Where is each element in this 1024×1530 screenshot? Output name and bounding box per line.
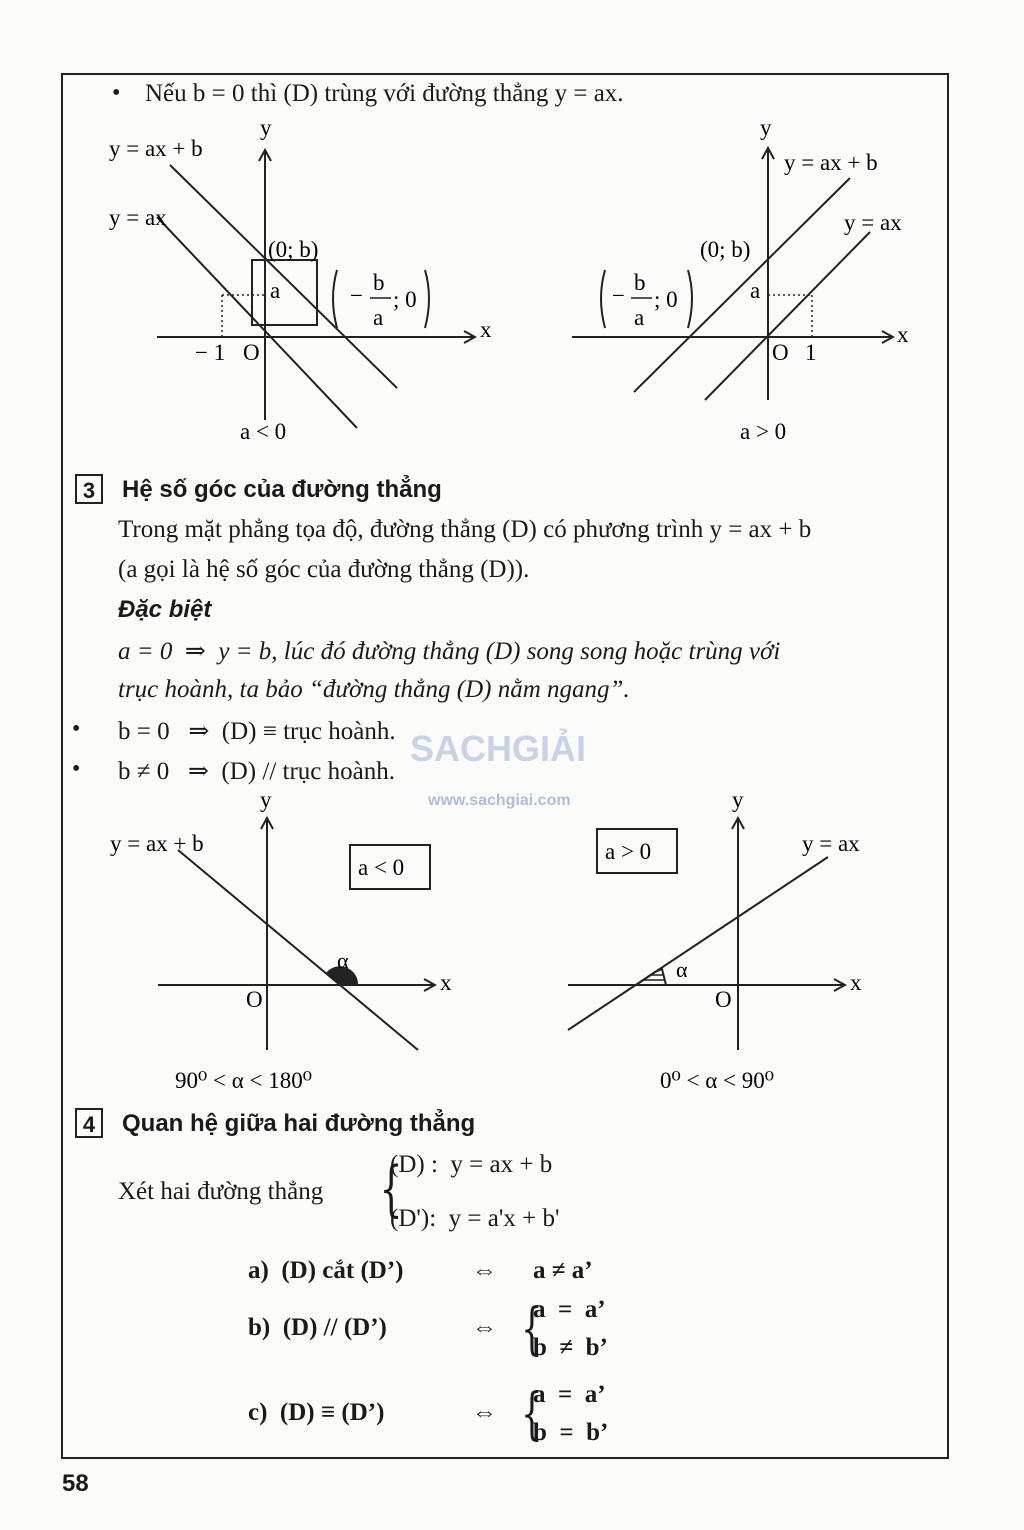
- line-ax: [568, 857, 828, 1030]
- bullet-dot: •: [112, 80, 121, 106]
- intercept-num: b: [373, 270, 385, 295]
- special-line-2: trục hoành, ta bảo “đường thẳng (D) nằm ngang”.: [118, 676, 630, 703]
- bullet-2: b ≠ 0 ⇒ (D) // trục hoành.: [118, 758, 395, 785]
- intercept-num: b: [634, 270, 646, 295]
- condition-label: a > 0: [605, 839, 652, 864]
- label-line2: y = ax: [109, 205, 167, 230]
- case-a-label: a) (D) cắt (D’): [248, 1257, 404, 1284]
- case-b-condition-2: b ≠ b’: [533, 1334, 608, 1361]
- brace-case-c: {: [521, 1382, 543, 1447]
- paren-left: [601, 270, 605, 328]
- intercept-den: a: [634, 305, 645, 330]
- equiv-b: ⇔: [472, 1314, 497, 1341]
- x-label: x: [480, 317, 492, 342]
- y-label: y: [760, 115, 772, 140]
- line-label: y = ax: [802, 831, 860, 856]
- y-label: y: [260, 787, 272, 812]
- graph-caption: a > 0: [740, 419, 787, 444]
- angle-label: α: [676, 957, 688, 982]
- angle-label: α: [337, 948, 349, 973]
- intercept-suffix: ; 0: [654, 287, 678, 312]
- case-b-label: b) (D) // (D’): [248, 1314, 387, 1341]
- graph-angle-obtuse: [100, 785, 480, 1095]
- label-line2: y = ax: [844, 210, 902, 235]
- highlight-box: [252, 260, 317, 325]
- case-c-label: c) (D) ≡ (D’): [248, 1399, 385, 1426]
- origin-label: O: [715, 987, 732, 1012]
- section-title: Quan hệ giữa hai đường thẳng: [122, 1110, 476, 1137]
- condition-label: a < 0: [358, 855, 405, 880]
- line-ax: [157, 217, 357, 428]
- watermark-url: www.sachgiai.com: [428, 792, 571, 809]
- line-ax-plus-b: [178, 850, 418, 1050]
- intercept-prefix: −: [350, 283, 363, 308]
- label-line1: y = ax + b: [109, 136, 203, 161]
- origin-label: O: [243, 340, 260, 365]
- x-label: x: [897, 322, 909, 347]
- consider-text: Xét hai đường thẳng: [118, 1178, 324, 1205]
- label-line1: y = ax + b: [784, 150, 878, 175]
- origin-label: O: [246, 987, 263, 1012]
- intro-bullet-text: Nếu b = 0 thì (D) trùng với đường thẳng y = ax.: [145, 80, 624, 107]
- special-line-1: a = 0 ⇒ y = b, lúc đó đường thẳng (D) song song hoặc trùng với: [118, 638, 781, 665]
- intercept-prefix: −: [612, 283, 625, 308]
- bullet-dot: •: [72, 756, 81, 782]
- tick-pos: 1: [805, 340, 817, 365]
- line-label: y = ax + b: [110, 831, 204, 856]
- graph-caption: 90⁰ < α < 180⁰: [175, 1068, 312, 1093]
- graph-a-negative: [95, 110, 515, 450]
- angle-marker: [636, 969, 666, 985]
- paren-right: [688, 270, 692, 328]
- x-label: x: [440, 970, 452, 995]
- x-label: x: [850, 970, 862, 995]
- graph-caption: a < 0: [240, 419, 287, 444]
- bullet-dot: •: [72, 716, 81, 742]
- slope-label: a: [750, 278, 761, 303]
- intercept-den: a: [373, 305, 384, 330]
- equation-d-prime: (D'): y = a'x + b': [390, 1205, 560, 1232]
- paragraph-line-2: (a gọi là hệ số góc của đường thẳng (D)).: [118, 556, 530, 583]
- case-c-condition-2: b = b’: [533, 1419, 609, 1446]
- section-title: Hệ số góc của đường thẳng: [122, 476, 442, 503]
- origin-label: O: [772, 340, 789, 365]
- point-label: (0; b): [700, 237, 751, 262]
- section-number: 4: [75, 1108, 103, 1138]
- special-title: Đặc biệt: [118, 596, 212, 623]
- section-number: 3: [75, 474, 103, 504]
- graph-angle-acute: [560, 785, 890, 1095]
- watermark-logo: SACHGIẢI: [410, 728, 587, 769]
- point-label: (0; b): [268, 237, 319, 262]
- equiv-c: ⇔: [472, 1399, 497, 1426]
- equation-d: (D) : y = ax + b: [390, 1151, 553, 1178]
- equiv-a: ⇔: [472, 1257, 497, 1284]
- brace-case-b: {: [521, 1297, 543, 1362]
- brace-system: {: [379, 1154, 403, 1224]
- graph-a-positive: [560, 110, 950, 450]
- tick-neg: − 1: [195, 340, 226, 365]
- case-a-condition: a ≠ a’: [533, 1257, 593, 1284]
- slope-label: a: [270, 278, 281, 303]
- y-label: y: [732, 787, 744, 812]
- graph-caption: 0⁰ < α < 90⁰: [660, 1068, 774, 1093]
- case-b-condition-1: a = a’: [533, 1296, 606, 1323]
- intercept-suffix: ; 0: [393, 287, 417, 312]
- page-number: 58: [62, 1470, 89, 1497]
- paren-right: [425, 270, 429, 328]
- case-c-condition-1: a = a’: [533, 1381, 606, 1408]
- paren-left: [333, 270, 337, 328]
- paragraph-line-1: Trong mặt phẳng tọa độ, đường thẳng (D) có phương trình y = ax + b: [118, 516, 812, 543]
- bullet-1: b = 0 ⇒ (D) ≡ trục hoành.: [118, 718, 396, 745]
- y-label: y: [260, 115, 272, 140]
